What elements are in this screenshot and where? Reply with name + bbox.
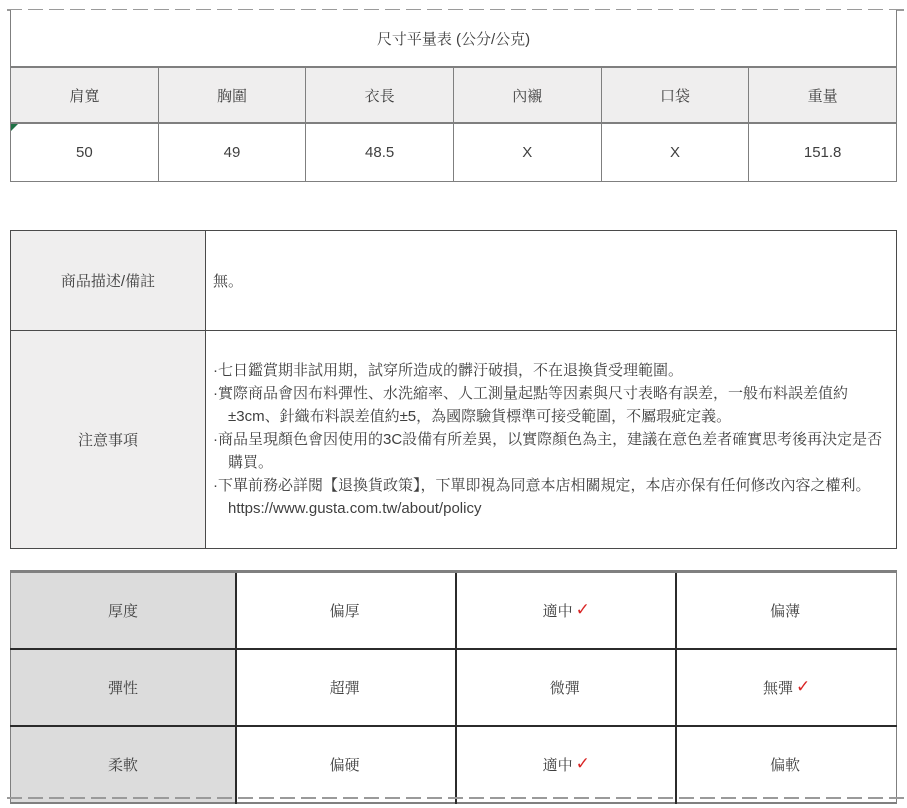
description-content: 無。 [206,231,897,331]
notes-row [11,331,897,549]
notes-label: 注意事項 [11,331,206,549]
note-line-return-period: ·七日鑑賞期非試用期，試穿所造成的髒汙破損，不在退換貨受理範圍。 [213,362,683,379]
attr-option-text: 偏薄 [770,603,801,620]
attr-option [676,726,896,803]
red-check-icon: ✓ [796,677,811,696]
size-header-length: 衣長 [306,67,454,123]
attr-option [676,572,896,650]
size-value-text: 50 [75,144,93,161]
excel-error-marker-icon [11,124,18,131]
attr-option [236,726,456,803]
size-header-pocket: 口袋 [601,67,749,123]
attr-option-text: 偏厚 [329,603,360,620]
attr-option-text: 微彈 [549,680,580,697]
attr-option-text: 適中 [542,603,573,620]
product-info-table [10,230,897,549]
red-check-icon: ✓ [575,754,590,773]
size-table-header-row [11,67,897,123]
size-value-chest: 49 [158,123,306,182]
size-header-weight: 重量 [749,67,897,123]
attr-option [676,649,896,726]
attr-option [456,726,676,803]
description-row [11,231,897,331]
note-line-tolerance: ·實際商品會因布料彈性、水洗縮率、人工測量起點等因素與尺寸表略有誤差，一般布料誤差值約±3cm、針織布料誤差值約±5，為國際驗貨標準可接受範圍，不屬瑕疵定義。 [213,385,848,425]
note-policy-text: ·下單前務必詳閱【退換貨政策】，下單即視為同意本店相關規定，本店亦保有任何修改內容之權利。 [213,477,871,494]
notes-list [213,337,886,542]
note-line-policy [213,474,886,520]
page-break-dash-bottom [7,797,907,799]
attr-option [236,649,456,726]
description-label: 商品描述/備註 [11,231,206,331]
size-value-length: 48.5 [306,123,454,182]
attr-option [456,649,676,726]
size-value-shoulder [11,123,159,182]
attr-option [456,572,676,650]
attr-option-text: 偏硬 [329,757,360,774]
attr-label-softness: 柔軟 [11,726,237,803]
note-line-color-difference: ·商品呈現顏色會因使用的3C設備有所差異，以實際顏色為主，建議在意色差者確實思考後再決定是否購買。 [213,431,883,471]
size-table-value-row [11,123,897,182]
attr-row-stretch [11,649,897,726]
attr-option-text: 偏軟 [770,757,801,774]
attr-option [236,572,456,650]
size-header-shoulder: 肩寬 [11,67,159,123]
size-table-title: 尺寸平量表 (公分/公克) [11,10,897,67]
attr-label-stretch: 彈性 [11,649,237,726]
attr-option-text: 無彈 [763,680,794,697]
size-table-title-row [11,10,897,67]
attr-row-softness [11,726,897,803]
notes-content [206,331,897,549]
attr-row-thickness [11,572,897,650]
size-value-pocket: X [601,123,749,182]
size-measurement-table [10,10,897,182]
size-header-chest: 胸圍 [158,67,306,123]
size-header-lining: 內襯 [453,67,601,123]
size-value-lining: X [453,123,601,182]
size-value-weight: 151.8 [749,123,897,182]
policy-url: https://www.gusta.com.tw/about/policy [228,500,482,517]
attr-option-text: 超彈 [329,680,360,697]
attr-label-thickness: 厚度 [11,572,237,650]
attr-option-text: 適中 [542,757,573,774]
fabric-attribute-table [10,570,897,804]
red-check-icon: ✓ [575,600,590,619]
